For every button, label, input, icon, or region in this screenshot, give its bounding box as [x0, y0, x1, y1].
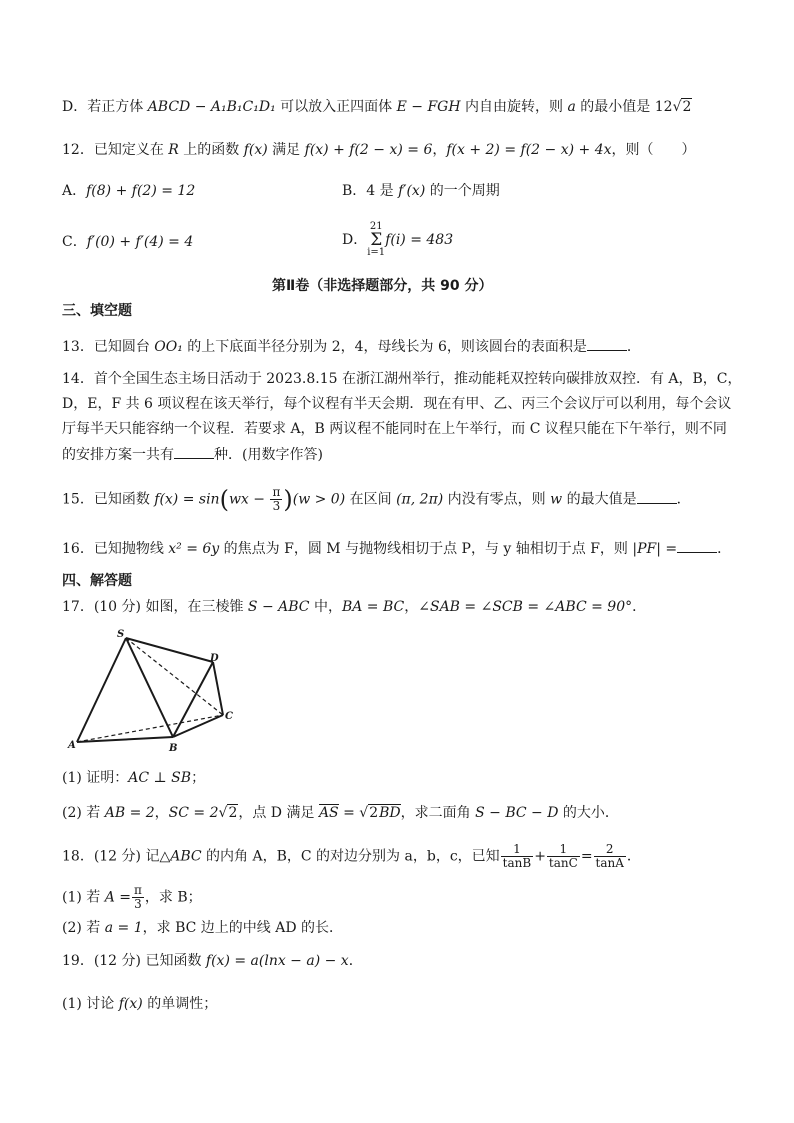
section-3-title: 三、填空题 [62, 303, 132, 319]
q17-part-1: (1) 证明：AC ⊥ SB； [62, 770, 206, 786]
q14-line-2: D，E，F 共 6 项议程在该天举行，每个议程有半天会期．现在有甲、乙、丙三个会议厅可以利用，每个会议 [62, 396, 732, 412]
part-2-title: 第Ⅱ卷（非选择题部分，共 90 分） [272, 278, 493, 294]
q17-part-2: (2) 若 AB = 2，SC = 2√2，点 D 满足 AS = √2BD，求二面角 S − BC − D 的大小． [62, 805, 619, 821]
q11-option-d: D．若正方体 ABCD − A₁B₁C₁D₁ 可以放入正四面体 E − FGH 内自由旋转，则 a 的最小值是 12√2 [62, 99, 692, 115]
q19-stem: 19．(12 分) 已知函数 f(x) = a(lnx − a) − x． [62, 953, 363, 969]
q17-stem: 17．(10 分) 如图，在三棱锥 S − ABC 中，BA = BC，∠SAB = ∠SCB = ∠ABC = 90°． [62, 599, 647, 615]
label-a: A [68, 740, 76, 751]
answer-blank [174, 444, 214, 459]
q14-line-3: 厅每半天只能容纳一个议程．若要求 A，B 两议程不能同时在上午举行，而 C 议程只能在下午举行，则不同 [62, 421, 727, 437]
answer-blank [587, 336, 627, 351]
answer-blank [637, 489, 677, 504]
label-d: D [210, 653, 219, 664]
summation: 21 Σ i=1 [367, 221, 386, 258]
label-b: B [169, 743, 178, 754]
q15: 15．已知函数 f(x) = sin(wx − $\frac{\pi}{3}$ )(w > 0) 在区间 (π, 2π) 内没有零点，则 w 的最大值是 ． [62, 485, 691, 514]
tetrahedron-figure [60, 625, 260, 755]
q13: 13．已知圆台 OO₁ 的上下底面半径分别为 2，4，母线长为 6，则该圆台的表面积是 ． [62, 336, 641, 357]
q16: 16．已知抛物线 x² = 6y 的焦点为 F，圆 M 与抛物线相切于点 P，与 y 轴相切于点 F，则 |PF| = ． [62, 538, 731, 559]
q19-part-1: (1) 讨论 f(x) 的单调性； [62, 996, 218, 1012]
q12-option-b: B．4 是 f′(x) 的一个周期 [342, 183, 500, 199]
label-c: C [225, 711, 233, 722]
q14-line-1: 14．首个全国生态主场日活动于 2023.8.15 在浙江湖州举行，推动能耗双控转向碳排放双控．有 A，B，C， [62, 371, 742, 387]
section-4-title: 四、解答题 [62, 573, 132, 589]
q18-part-1: (1) 若 A = $\frac{\pi}{3}$ ，求 B； [62, 883, 202, 911]
q12-stem: 12．已知定义在 R 上的函数 f(x) 满足 f(x) + f(2 − x) = 6，f(x + 2) = f(2 − x) + 4x，则（ ） [62, 142, 696, 158]
q14-line-4: 的安排方案一共有 种．(用数字作答) [62, 444, 323, 465]
q12-option-d: D．21 Σ i=1f(i) = 483 [342, 221, 454, 258]
q12-option-a: A．f(8) + f(2) = 12 [62, 183, 196, 199]
q18-stem: 18．(12 分) 记△ABC 的内角 A，B，C 的对边分别为 a，b，c，已知 $\frac{1}{\tan B}$ + $\frac{1}{\tan C}$ = $\frac{2}{\tan A}$ ． [62, 842, 641, 870]
q18-part-2: (2) 若 a = 1，求 BC 边上的中线 AD 的长． [62, 920, 344, 936]
answer-blank [677, 538, 717, 553]
label-s: S [117, 629, 125, 640]
q12-option-c: C．f′(0) + f′(4) = 4 [62, 234, 194, 250]
pi-over-3: $\frac{\pi}{3}$ [272, 485, 281, 513]
